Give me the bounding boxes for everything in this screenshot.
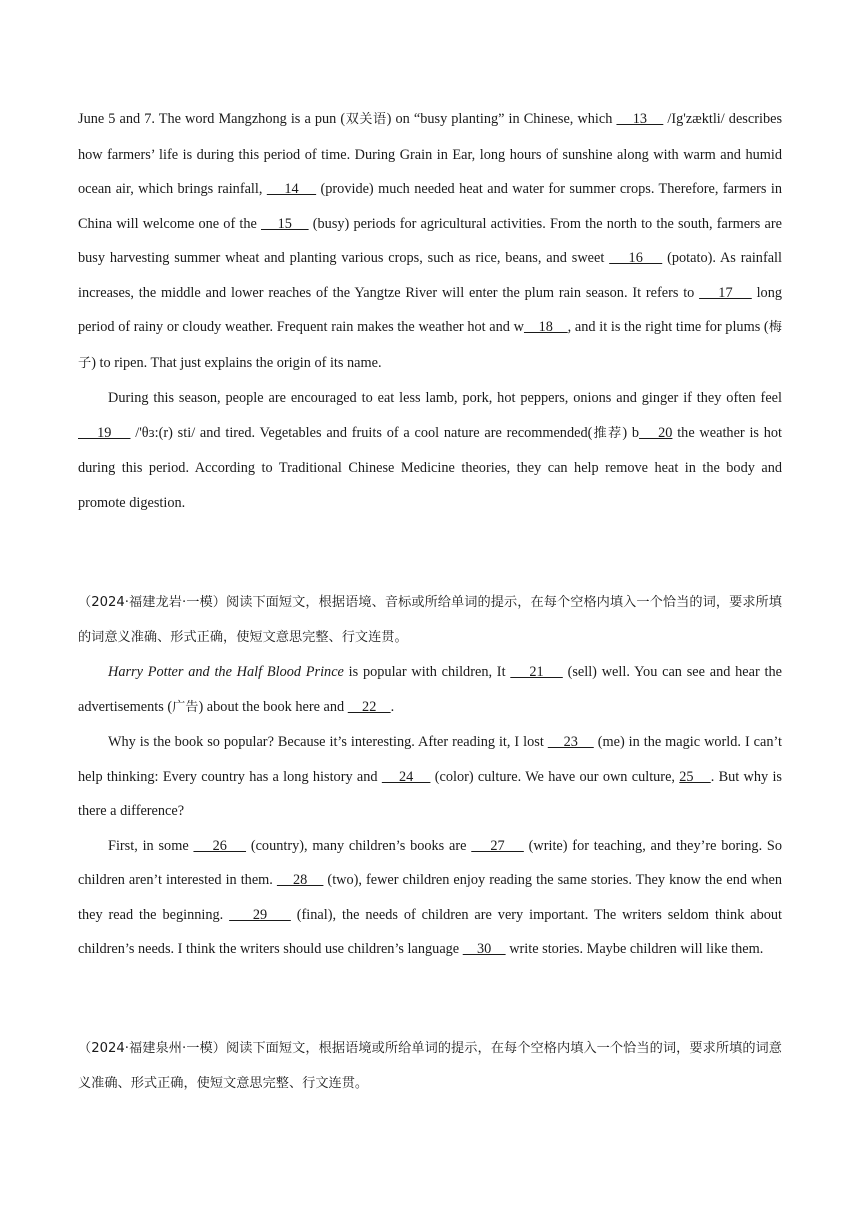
text: /'θɜ:(r) sti/ and tired. Vegetables and fruits of a cool nature are recommended( <box>130 424 593 441</box>
blank-25[interactable]: 25 <box>679 768 711 785</box>
text: (potato). As rainfall increases, the middle and lower reaches of the Yangtze River will enter the plum rain season. It refers to <box>78 250 782 301</box>
blank-16[interactable]: 16 <box>609 250 663 266</box>
blank-15[interactable]: 15 <box>261 215 309 232</box>
section-heading: （2024·福建泉州·一模）阅读下面短文，根据语境或所给单词的提示，在每个空格内填入一个恰当的词，要求所填的词意义准确、形式正确，使短文意思完整、行文连贯。 <box>78 1041 782 1091</box>
text: long period of rainy or cloudy weather. Frequent rain makes the weather hot and w <box>78 284 782 335</box>
paragraph <box>78 725 782 829</box>
text: ) on “busy planting” in Chinese, which <box>386 111 617 127</box>
blank-18[interactable]: 18 <box>523 319 568 335</box>
text: June 5 and 7. The word Mangzhong is a pun ( <box>78 111 346 127</box>
blank-22[interactable]: 22 <box>347 698 391 715</box>
blank-30[interactable]: 30 <box>462 941 506 957</box>
text: is popular with children, It <box>343 664 511 680</box>
text: (write) for teaching, and they’re boring. So children aren’t interested in them. <box>78 837 783 888</box>
text: . <box>390 698 395 715</box>
text: (two), fewer children enjoy reading the same stories. They know the end when they read the beginning. <box>78 872 782 923</box>
blank-14[interactable]: 14 <box>266 181 317 197</box>
text: (busy) periods for agricultural activities. From the north to the south, farmers are busy harvesting summer wheat and planting various crops, such as rice, beans, and sweet <box>78 215 782 266</box>
blank-17[interactable]: 17 <box>699 284 752 301</box>
passage-harry-potter <box>78 586 782 967</box>
book-title: Harry Potter and the Half Blood Prince <box>108 664 344 680</box>
blank-21[interactable]: 21 <box>510 664 563 680</box>
section-quanzhou <box>78 1032 782 1101</box>
text: . But why is there a difference? <box>78 768 782 819</box>
chinese-gloss: 梅子 <box>78 320 782 371</box>
text: (color) culture. We have our own culture, <box>430 768 680 785</box>
text: (country), many children’s books are <box>246 837 472 854</box>
blank-26[interactable]: 26 <box>193 837 247 854</box>
text: , and it is the right time for plums ( <box>567 319 769 335</box>
chinese-gloss: 广告 <box>172 699 199 715</box>
text: /Ig'zæktli/ describes how farmers’ life is during this period of time. During Grain in Ear, long hours of sunshine along with warm and humid ocean air, which brings rainfall, <box>78 111 783 197</box>
blank-28[interactable]: 28 <box>276 872 324 888</box>
blank-27[interactable]: 27 <box>471 837 524 854</box>
chinese-gloss: 推荐 <box>592 425 623 441</box>
section-heading: （2024·福建龙岩·一模）阅读下面短文，根据语境、音标或所给单词的提示，在每个空格内填入一个恰当的词，要求所填的词意义准确、形式正确，使短文意思完整、行文连贯。 <box>78 595 782 645</box>
text: ) b <box>622 424 640 441</box>
blank-19[interactable]: 19 <box>78 424 131 441</box>
text: the weather is hot during this period. According to Traditional Chinese Medicine theories, they can help remove heat in the body and promote digestion. <box>78 424 783 511</box>
text: First, in some <box>108 837 194 854</box>
text: (sell) well. You can see and hear the advertisements ( <box>78 664 782 715</box>
text: ) to ripen. That just explains the origin of its name. <box>91 354 382 371</box>
blank-13[interactable]: 13 <box>616 111 664 127</box>
paragraph <box>78 655 782 725</box>
text: (final), the needs of children are very important. The writers seldom think about children’s needs. I think the writers should use children’s language <box>78 906 783 957</box>
passage-grain-in-ear <box>78 102 782 520</box>
blank-20[interactable]: 20 <box>639 424 673 441</box>
text: (me) in the magic world. I can’t help thinking: Every country has a long history and <box>78 734 782 785</box>
paragraph <box>78 102 782 381</box>
text: ) about the book here and <box>198 698 348 715</box>
text: write stories. Maybe children will like them. <box>505 941 764 957</box>
chinese-gloss: 双关语 <box>345 112 387 127</box>
blank-23[interactable]: 23 <box>547 734 594 750</box>
text: Why is the book so popular? Because it’s interesting. After reading it, I lost <box>108 734 548 750</box>
text: During this season, people are encouraged to eat less lamb, pork, hot peppers, onions and ginger if they often feel <box>108 390 782 406</box>
paragraph <box>78 829 782 967</box>
blank-29[interactable]: 29 <box>229 906 291 923</box>
text: (provide) much needed heat and water for summer crops. Therefore, farmers in China will welcome one of the <box>78 181 782 232</box>
paragraph <box>78 381 782 520</box>
blank-24[interactable]: 24 <box>381 768 431 785</box>
